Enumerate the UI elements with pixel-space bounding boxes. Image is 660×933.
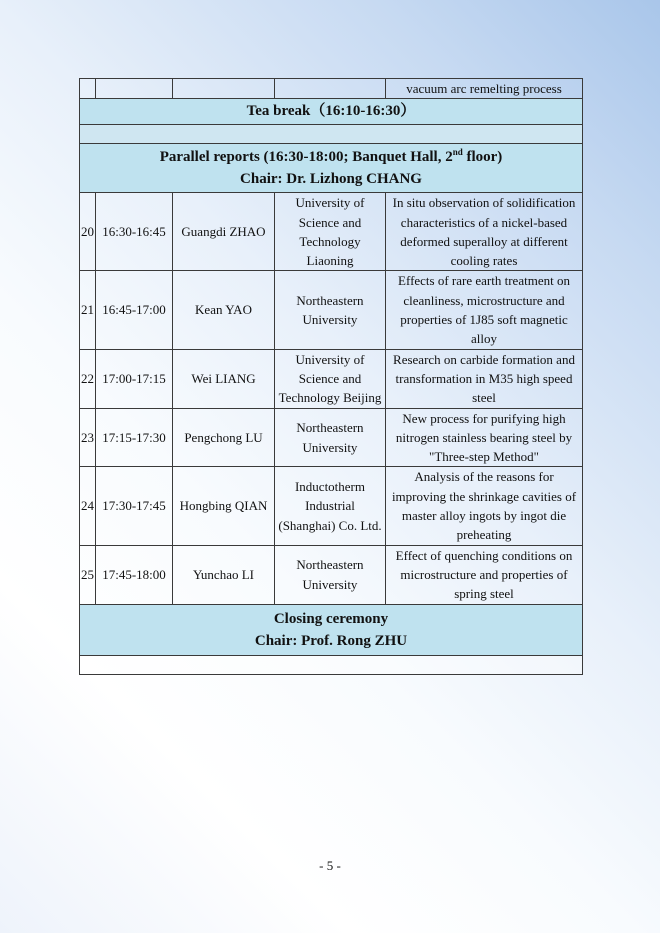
time-cell: 17:45-18:00 [96, 545, 173, 604]
page-number: - 5 - [319, 858, 341, 873]
talk-row [80, 467, 583, 545]
tea-break-label: Tea break（16:10-16:30） [80, 99, 583, 125]
number-cell: 25 [80, 545, 96, 604]
number-cell: 24 [80, 467, 96, 545]
session-title: Parallel reports (16:30-18:00; Banquet Hall, 2nd floor) [159, 147, 503, 166]
parallel-session-header [80, 144, 583, 193]
talk-title-cell: New process for purifying high nitrogen stainless bearing steel by "Three-step Method" [386, 408, 583, 467]
talk-title-cell: vacuum arc remelting process [386, 79, 583, 99]
talk-title-cell: Analysis of the reasons for improving the shrinkage cavities of master alloy ingots by ingot die preheating [386, 467, 583, 545]
tea-break-row [80, 99, 583, 125]
speaker-cell: Yunchao LI [173, 545, 275, 604]
time-cell: 16:45-17:00 [96, 271, 173, 349]
affiliation-cell: Northeastern University [275, 271, 386, 349]
talk-row [80, 408, 583, 467]
speaker-cell: Guangdi ZHAO [173, 193, 275, 271]
spacer-row [80, 655, 583, 674]
closing-ceremony-header [80, 604, 583, 655]
time-cell: 17:30-17:45 [96, 467, 173, 545]
closing-chair: Chair: Prof. Rong ZHU [254, 632, 408, 649]
number-cell: 21 [80, 271, 96, 349]
talk-row [80, 349, 583, 408]
talk-list [80, 193, 583, 604]
talk-title-cell: In situ observation of solidification characteristics of a nickel-based deformed superalloy at different cooling rates [386, 193, 583, 271]
time-cell: 16:30-16:45 [96, 193, 173, 271]
time-cell [96, 79, 173, 99]
speaker-cell: Hongbing QIAN [173, 467, 275, 545]
number-cell: 22 [80, 349, 96, 408]
spacer-row [80, 125, 583, 144]
affiliation-cell: Inductotherm Industrial (Shanghai) Co. Ltd. [275, 467, 386, 545]
time-cell: 17:00-17:15 [96, 349, 173, 408]
number-cell: 23 [80, 408, 96, 467]
talk-row [80, 545, 583, 604]
speaker-cell: Pengchong LU [173, 408, 275, 467]
number-cell: 20 [80, 193, 96, 271]
talk-row [80, 271, 583, 349]
closing-title: Closing ceremony [273, 610, 389, 627]
affiliation-cell: Northeastern University [275, 408, 386, 467]
speaker-cell [173, 79, 275, 99]
talk-row [80, 193, 583, 271]
number-cell [80, 79, 96, 99]
speaker-cell: Kean YAO [173, 271, 275, 349]
affiliation-cell [275, 79, 386, 99]
talk-title-cell: Research on carbide formation and transformation in M35 high speed steel [386, 349, 583, 408]
talk-title-cell: Effects of rare earth treatment on cleanliness, microstructure and properties of 1J85 soft magnetic alloy [386, 271, 583, 349]
affiliation-cell: University of Science and Technology Beijing [275, 349, 386, 408]
session-chair: Chair: Dr. Lizhong CHANG [240, 171, 422, 188]
program-table [79, 78, 583, 675]
affiliation-cell: University of Science and Technology Liaoning [275, 193, 386, 271]
speaker-cell: Wei LIANG [173, 349, 275, 408]
talk-title-cell: Effect of quenching conditions on microstructure and properties of spring steel [386, 545, 583, 604]
affiliation-cell: Northeastern University [275, 545, 386, 604]
time-cell: 17:15-17:30 [96, 408, 173, 467]
carryover-row [80, 79, 583, 99]
